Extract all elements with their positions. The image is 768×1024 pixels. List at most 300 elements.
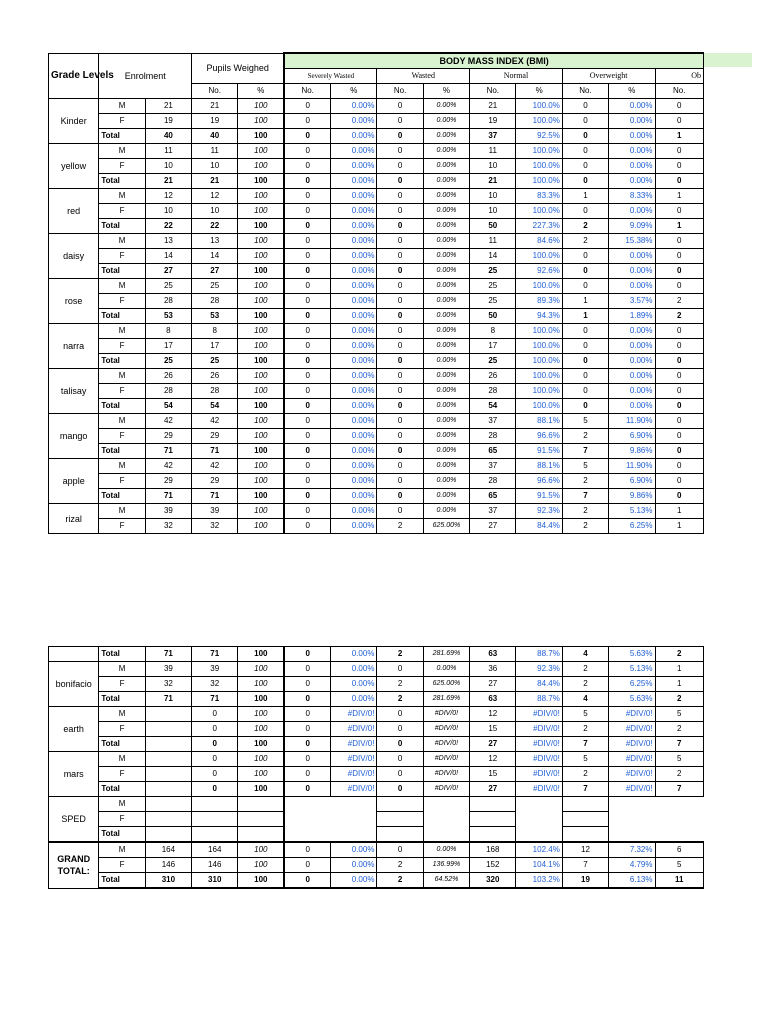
weighed-no: 32 [192,677,238,692]
obese-no: 5 [655,707,704,722]
sex-label: F [99,429,145,444]
obese-no [655,827,704,843]
ow-no: 4 [562,647,608,662]
sex-label: F [99,722,145,737]
wasted-no: 0 [377,129,423,144]
grade-level-name: SPED [49,797,99,843]
grand-total-label: GRAND TOTAL: [49,842,99,888]
wasted-pct: 625.00% [423,519,469,534]
sw-no: 0 [284,204,330,219]
ow-pct: #DIV/0! [609,782,655,797]
sex-label: M [99,99,145,114]
sex-label: M [99,662,145,677]
sex-label: M [99,707,145,722]
enrolment-value [145,827,191,843]
sw-no: 0 [284,662,330,677]
enrolment-value: 28 [145,294,191,309]
normal-pct: 100.0% [516,204,562,219]
wasted-pct: #DIV/0! [423,752,469,767]
enrolment-value [145,707,191,722]
sex-label: Total [99,309,145,324]
ow-pct: 3.57% [609,294,655,309]
obese-no: 5 [655,752,704,767]
weighed-pct: 100 [238,692,284,707]
weighed-pct: 100 [238,782,284,797]
wasted-pct: 281.69% [423,692,469,707]
col-pw-no: No. [192,84,238,99]
sw-pct: 0.00% [331,324,377,339]
normal-no: 11 [470,144,516,159]
obese-no: 0 [655,279,704,294]
wasted-header: Wasted [377,69,470,84]
table-row [49,429,704,444]
weighed-no: 0 [192,737,238,752]
table-row [49,677,704,692]
enrolment-value: 25 [145,279,191,294]
bmi-table-page-1 [48,52,704,534]
table-row [49,114,704,129]
ow-pct: 0.00% [609,114,655,129]
ow-pct: #DIV/0! [609,737,655,752]
table-row [49,369,704,384]
normal-no: 63 [470,647,516,662]
weighed-pct: 100 [238,752,284,767]
enrolment-value: 11 [145,144,191,159]
table-row [49,873,704,889]
wasted-pct [423,797,469,812]
ow-no: 2 [562,662,608,677]
normal-no: 12 [470,707,516,722]
obese-no: 0 [655,99,704,114]
sex-label: M [99,234,145,249]
sw-no: 0 [284,429,330,444]
enrolment-value [145,812,191,827]
weighed-pct: 100 [238,204,284,219]
table-row [49,474,704,489]
sw-pct: 0.00% [331,294,377,309]
wasted-no: 2 [377,692,423,707]
sw-no: 0 [284,399,330,414]
normal-pct: 84.4% [516,519,562,534]
wasted-no: 2 [377,873,423,889]
sw-no: 0 [284,414,330,429]
obese-no: 7 [655,737,704,752]
ow-no: 0 [562,354,608,369]
enrolment-value: 71 [145,692,191,707]
enrolment-value: 26 [145,369,191,384]
ow-no: 2 [562,519,608,534]
enrolment-value: 42 [145,459,191,474]
sw-pct [331,797,377,812]
ow-pct: 5.63% [609,692,655,707]
normal-no: 27 [470,737,516,752]
normal-no: 25 [470,264,516,279]
weighed-pct: 100 [238,309,284,324]
enrolment-value [145,722,191,737]
sw-pct: 0.00% [331,414,377,429]
sw-no: 0 [284,159,330,174]
sex-label: Total [99,827,145,843]
table-row [49,384,704,399]
ow-pct: 15.38% [609,234,655,249]
enrolment-value: 32 [145,677,191,692]
weighed-no [192,797,238,812]
obese-no: 0 [655,459,704,474]
wasted-pct: 0.00% [423,324,469,339]
wasted-no: 0 [377,662,423,677]
wasted-pct: 0.00% [423,114,469,129]
wasted-pct: 0.00% [423,429,469,444]
normal-no: 19 [470,114,516,129]
wasted-no: 2 [377,677,423,692]
weighed-pct: 100 [238,219,284,234]
normal-no: 10 [470,189,516,204]
obese-no: 0 [655,339,704,354]
normal-no: 21 [470,99,516,114]
grade-level-name: mars [49,752,99,797]
normal-no [470,812,516,827]
sw-no: 0 [284,144,330,159]
normal-no: 36 [470,662,516,677]
obese-no: 0 [655,264,704,279]
obese-no: 0 [655,399,704,414]
normal-no: 15 [470,722,516,737]
weighed-no: 0 [192,752,238,767]
sw-no: 0 [284,873,330,889]
weighed-pct: 100 [238,264,284,279]
obese-no: 0 [655,324,704,339]
table-row [49,189,704,204]
wasted-no: 0 [377,767,423,782]
sw-pct: 0.00% [331,354,377,369]
wasted-pct: 0.00% [423,249,469,264]
ow-no: 2 [562,722,608,737]
weighed-pct: 100 [238,722,284,737]
weighed-pct: 100 [238,234,284,249]
sw-no [284,797,330,812]
sw-no: 0 [284,647,330,662]
wasted-pct: 0.00% [423,129,469,144]
weighed-pct: 100 [238,294,284,309]
weighed-no: 0 [192,782,238,797]
sw-pct: 0.00% [331,159,377,174]
normal-pct: 91.5% [516,444,562,459]
obese-no: 0 [655,249,704,264]
wasted-no: 0 [377,279,423,294]
table-row [49,692,704,707]
ow-pct: 9.86% [609,444,655,459]
ow-pct: #DIV/0! [609,722,655,737]
wasted-pct: #DIV/0! [423,782,469,797]
weighed-no: 12 [192,189,238,204]
normal-no: 25 [470,294,516,309]
normal-no [470,827,516,843]
table-row [49,354,704,369]
enrolment-value [145,782,191,797]
ow-no [562,812,608,827]
wasted-no: 0 [377,324,423,339]
enrolment-value: 21 [145,174,191,189]
weighed-no: 28 [192,294,238,309]
col-w-no: No. [377,84,423,99]
ow-no: 2 [562,219,608,234]
weighed-no: 10 [192,204,238,219]
weighed-no: 21 [192,174,238,189]
normal-no: 65 [470,444,516,459]
wasted-no: 0 [377,489,423,504]
sex-label: M [99,842,145,858]
sw-pct: 0.00% [331,279,377,294]
wasted-pct: 0.00% [423,159,469,174]
table-row [49,264,704,279]
weighed-pct: 100 [238,519,284,534]
normal-no: 10 [470,159,516,174]
normal-pct: #DIV/0! [516,722,562,737]
sw-no: 0 [284,219,330,234]
sw-no: 0 [284,722,330,737]
normal-no: 50 [470,219,516,234]
wasted-pct [423,827,469,843]
enrolment-value: 42 [145,414,191,429]
ow-no: 0 [562,204,608,219]
sex-label: Total [99,444,145,459]
col-n-pct: % [516,84,562,99]
weighed-pct: 100 [238,429,284,444]
enrolment-value [145,752,191,767]
wasted-no: 0 [377,204,423,219]
wasted-no: 0 [377,159,423,174]
obese-no: 0 [655,489,704,504]
normal-no: 152 [470,858,516,873]
weighed-no: 40 [192,129,238,144]
table-row [49,519,704,534]
weighed-no: 19 [192,114,238,129]
sex-label: Total [99,174,145,189]
obese-no: 1 [655,519,704,534]
normal-no: 21 [470,174,516,189]
weighed-no: 13 [192,234,238,249]
normal-no: 37 [470,414,516,429]
normal-no: 28 [470,429,516,444]
sex-label: Total [99,354,145,369]
weighed-pct: 100 [238,369,284,384]
weighed-pct: 100 [238,279,284,294]
normal-no: 54 [470,399,516,414]
ow-no: 0 [562,279,608,294]
wasted-no: 0 [377,219,423,234]
normal-no [470,797,516,812]
weighed-no: 39 [192,662,238,677]
ow-no: 1 [562,189,608,204]
weighed-no: 0 [192,767,238,782]
wasted-pct: 0.00% [423,294,469,309]
weighed-no: 21 [192,99,238,114]
table-row [49,662,704,677]
wasted-no: 0 [377,459,423,474]
col-pw-pct: % [238,84,284,99]
sw-pct: 0.00% [331,647,377,662]
table-row [49,722,704,737]
table-row [49,782,704,797]
normal-pct: 100.0% [516,144,562,159]
ow-pct: 0.00% [609,369,655,384]
ow-no: 0 [562,114,608,129]
ow-pct: 6.25% [609,677,655,692]
sw-pct: 0.00% [331,399,377,414]
normal-pct: 100.0% [516,99,562,114]
sex-label: F [99,294,145,309]
sw-pct: 0.00% [331,264,377,279]
weighed-pct: 100 [238,474,284,489]
normal-no: 12 [470,752,516,767]
enrolment-value: 28 [145,384,191,399]
sw-no: 0 [284,189,330,204]
wasted-no [377,797,423,812]
normal-no: 8 [470,324,516,339]
weighed-pct: 100 [238,444,284,459]
sw-pct: 0.00% [331,489,377,504]
sw-pct: #DIV/0! [331,707,377,722]
normal-no: 320 [470,873,516,889]
ow-no: 0 [562,384,608,399]
obese-no: 0 [655,414,704,429]
weighed-no: 17 [192,339,238,354]
weighed-pct: 100 [238,414,284,429]
ow-pct: 0.00% [609,399,655,414]
bmi-table-page-2 [48,646,704,889]
sex-label: Total [99,647,145,662]
weighed-no: 0 [192,722,238,737]
enrolment-value: 310 [145,873,191,889]
sex-label: F [99,767,145,782]
enrolment-value: 146 [145,858,191,873]
weighed-no: 27 [192,264,238,279]
weighed-no: 54 [192,399,238,414]
ow-no: 0 [562,129,608,144]
sw-pct: 0.00% [331,444,377,459]
ow-no: 2 [562,474,608,489]
table-row [49,858,704,873]
weighed-pct: 100 [238,324,284,339]
weighed-no: 71 [192,444,238,459]
ow-no: 5 [562,752,608,767]
normal-pct: 88.7% [516,647,562,662]
table-row [49,489,704,504]
sw-no: 0 [284,504,330,519]
ow-pct: 9.09% [609,219,655,234]
obese-no: 0 [655,354,704,369]
obese-no: 2 [655,722,704,737]
obese-no: 0 [655,174,704,189]
wasted-no: 2 [377,519,423,534]
enrolment-value: 13 [145,234,191,249]
ow-no: 12 [562,842,608,858]
obese-header: Ob [655,69,704,84]
normal-header: Normal [470,69,563,84]
wasted-no: 0 [377,504,423,519]
sw-no: 0 [284,99,330,114]
wasted-no: 0 [377,234,423,249]
wasted-no [377,812,423,827]
ow-pct: 6.90% [609,429,655,444]
grade-level-name: talisay [49,369,99,414]
enrolment-value: 29 [145,429,191,444]
table-row [49,842,704,858]
table-row [49,459,704,474]
wasted-no: 0 [377,309,423,324]
ow-pct: 0.00% [609,129,655,144]
ow-pct: 0.00% [609,264,655,279]
grade-level-name: earth [49,707,99,752]
sw-no: 0 [284,264,330,279]
sw-no: 0 [284,174,330,189]
weighed-pct: 100 [238,767,284,782]
obese-no: 2 [655,692,704,707]
weighed-no: 25 [192,354,238,369]
sw-pct: #DIV/0! [331,752,377,767]
sw-pct: 0.00% [331,692,377,707]
wasted-pct: 0.00% [423,189,469,204]
enrolment-value: 53 [145,309,191,324]
sw-pct: 0.00% [331,114,377,129]
sw-no: 0 [284,369,330,384]
ow-no: 5 [562,459,608,474]
normal-no: 10 [470,204,516,219]
normal-no: 37 [470,504,516,519]
sw-pct: 0.00% [331,219,377,234]
normal-pct: 100.0% [516,339,562,354]
sw-pct: #DIV/0! [331,782,377,797]
wasted-no: 0 [377,264,423,279]
sex-label: F [99,677,145,692]
ow-no: 2 [562,504,608,519]
ow-pct: 6.13% [609,873,655,889]
sw-no: 0 [284,234,330,249]
col-w-pct: % [423,84,469,99]
sex-label: Total [99,129,145,144]
ow-pct: 5.63% [609,647,655,662]
grade-level-name: Kinder [49,99,99,144]
obese-no: 2 [655,767,704,782]
normal-pct: 100.0% [516,114,562,129]
sex-label: M [99,414,145,429]
sex-label: F [99,159,145,174]
normal-pct: 96.6% [516,474,562,489]
weighed-no: 310 [192,873,238,889]
normal-pct: #DIV/0! [516,782,562,797]
grade-level-name: rose [49,279,99,324]
table-row [49,309,704,324]
wasted-no: 0 [377,294,423,309]
grade-level-name: apple [49,459,99,504]
weighed-no: 11 [192,144,238,159]
sw-no: 0 [284,474,330,489]
sex-label: M [99,279,145,294]
wasted-no: 0 [377,414,423,429]
ow-no: 5 [562,414,608,429]
table-row [49,204,704,219]
ow-no: 7 [562,444,608,459]
weighed-pct: 100 [238,249,284,264]
sw-pct: 0.00% [331,309,377,324]
enrolment-value: 32 [145,519,191,534]
ow-pct: 6.25% [609,519,655,534]
wasted-pct: 0.00% [423,399,469,414]
sw-no: 0 [284,489,330,504]
enrolment-value: 25 [145,354,191,369]
sw-no: 0 [284,707,330,722]
ow-no: 0 [562,324,608,339]
